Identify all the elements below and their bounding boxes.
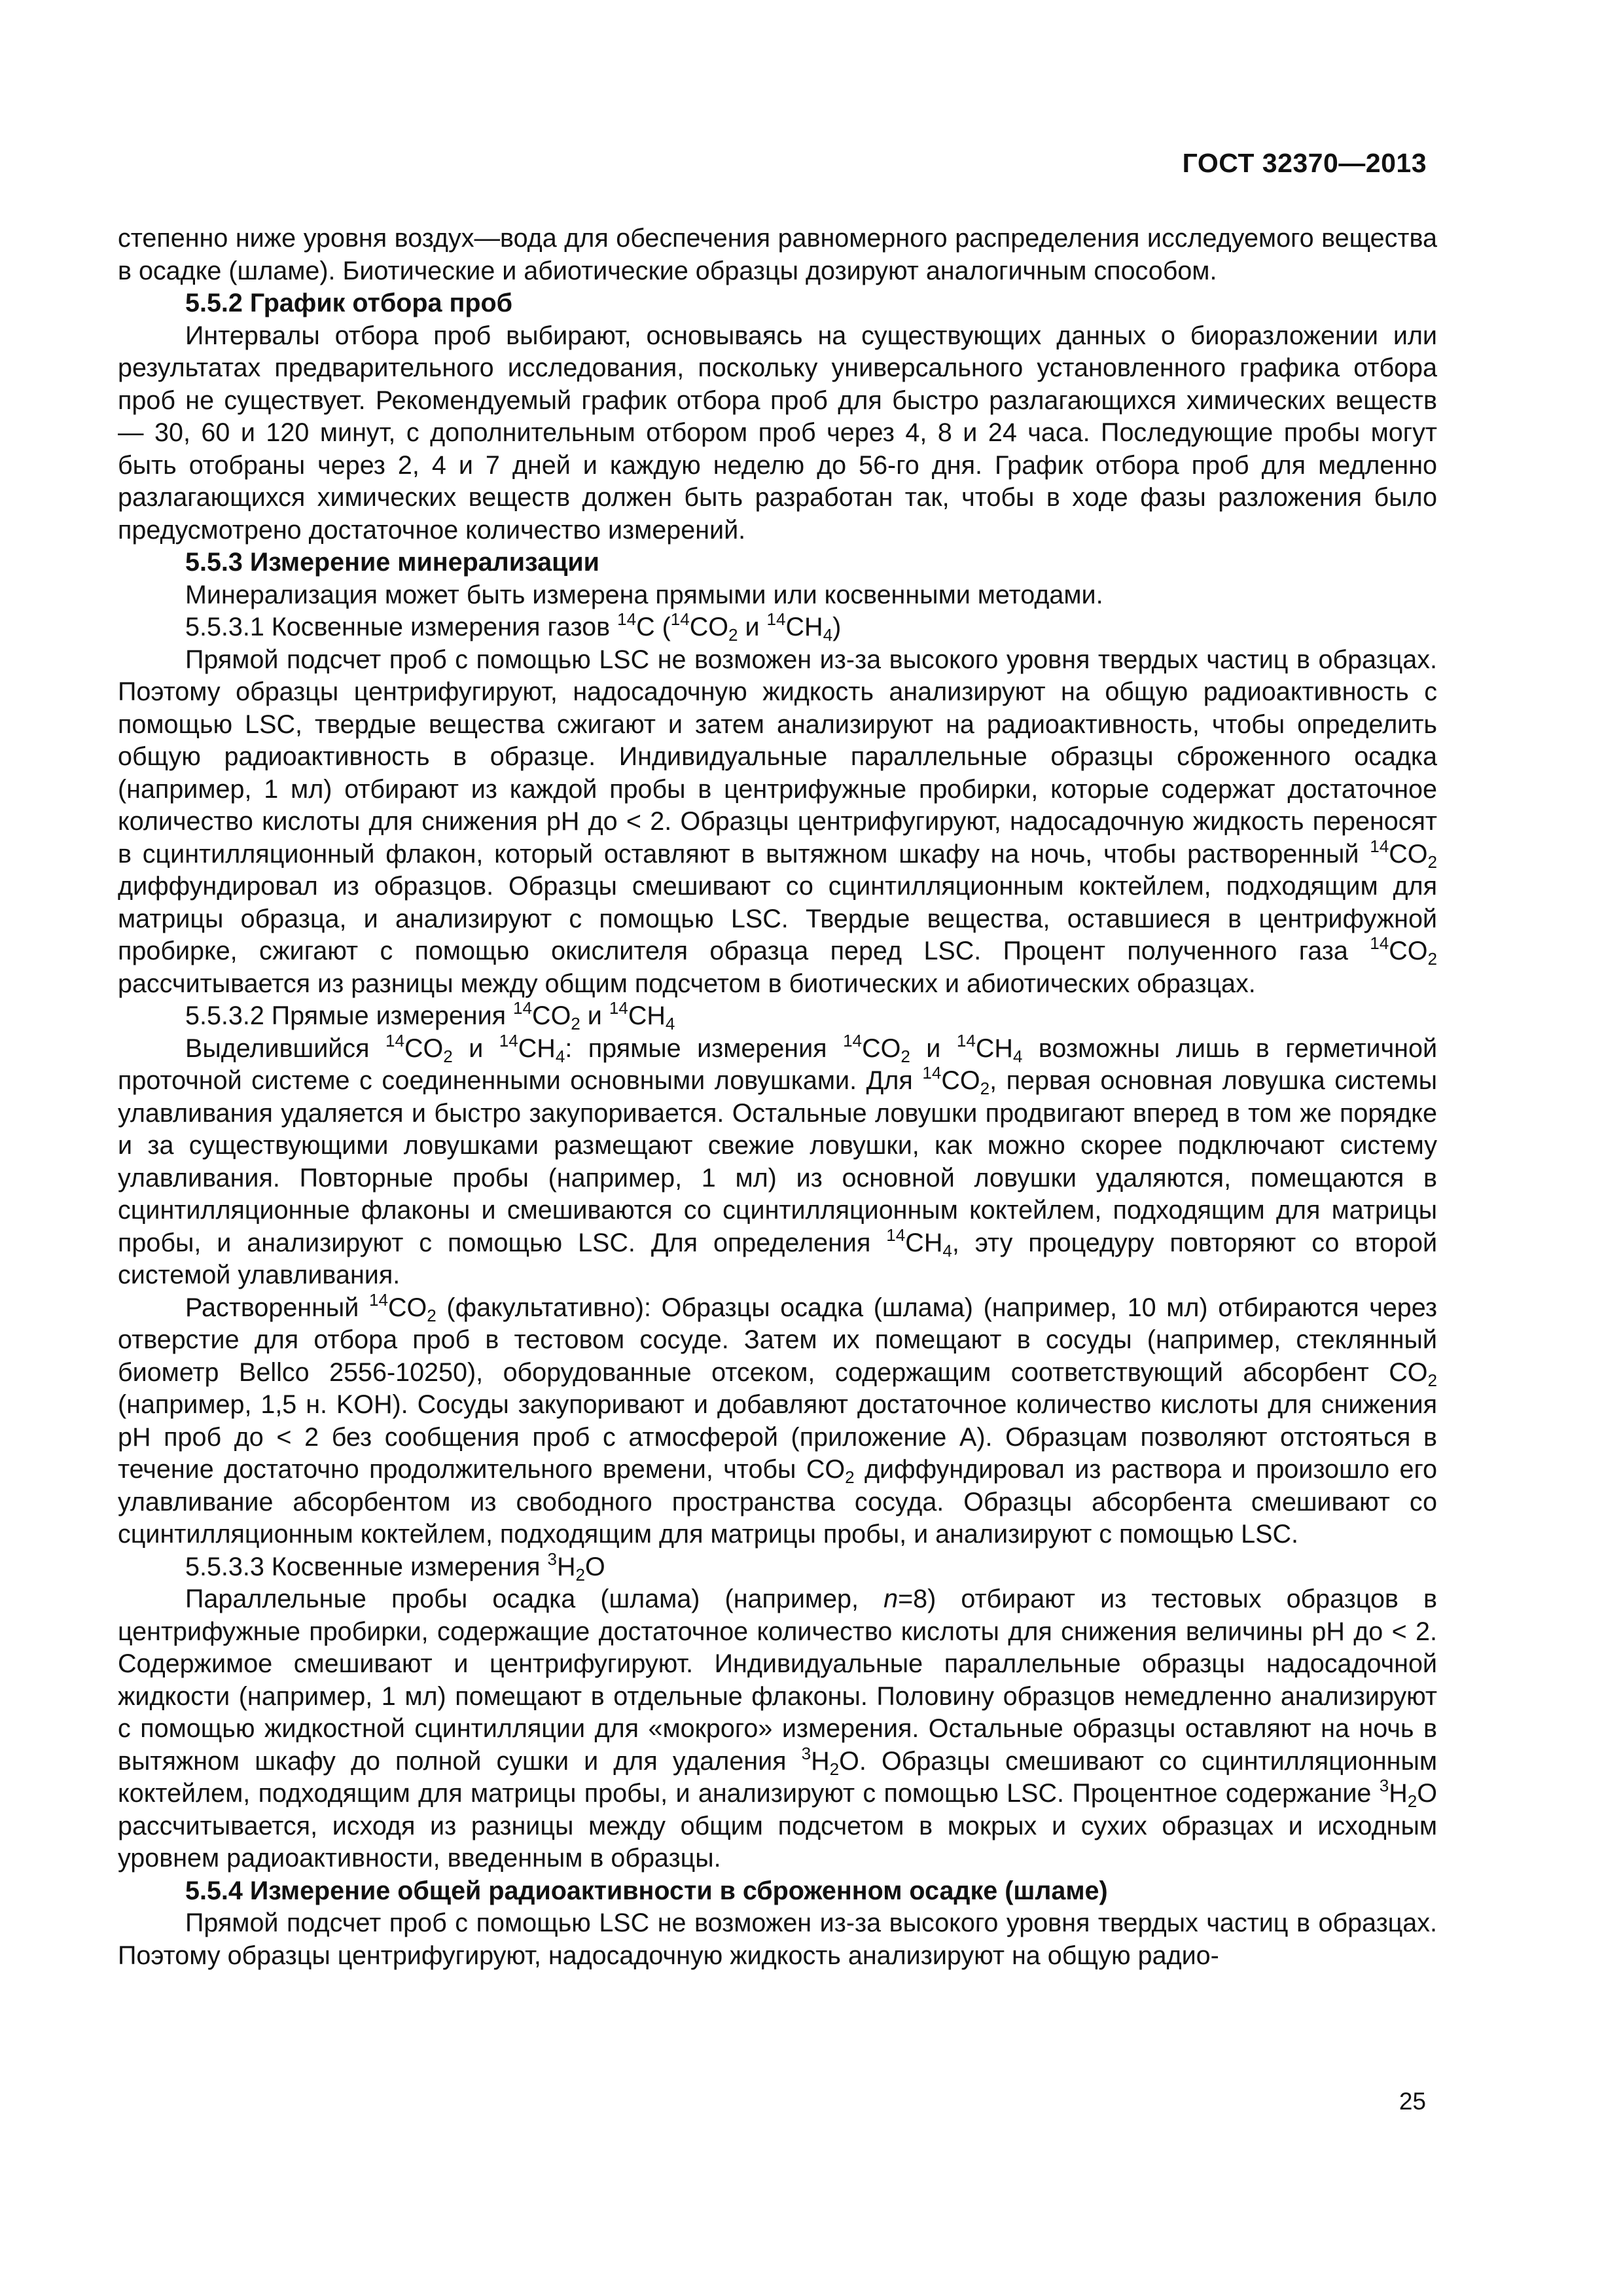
subscript: 4 [555, 1046, 565, 1066]
text-run: 5.5.3.1 Косвенные измерения газов [185, 613, 618, 641]
text-run: CO [689, 613, 729, 641]
subscript: 2 [1427, 852, 1437, 872]
superscript: 14 [609, 997, 628, 1018]
superscript: 3 [801, 1743, 812, 1763]
text-run: ) [832, 613, 842, 641]
superscript: 14 [843, 1030, 863, 1050]
text-run: O рассчитывается, исходя из разницы между общим подсчетом в мокрых и сухих образцах и исходным уровнем радиоактивности, введенным в образцы. [118, 1779, 1437, 1873]
text-run: CO [941, 1066, 980, 1095]
paragraph [118, 997, 1437, 1033]
text-run: C ( [636, 613, 671, 641]
subscript: 2 [980, 1078, 990, 1098]
superscript: 14 [499, 1030, 518, 1050]
text-run: =8) отбирают из тестовых образцов в центрифужные пробирки, содержащие достаточное количество кислоты для снижения величины рН до < 2. Содержимое смешивают и центрифугируют. Индивидуальные параллельные образцы надосадочной жидкости (например, 1 мл) помещают в отдельные флаконы. Половину образцов немедленно анализируют с помощью жидкостной сцинтилляции для «мокрого» измерения. Остальные образцы оставляют на ночь в вытяжном шкафу до полной сушки и для удаления [118, 1585, 1437, 1776]
text-run: CO [1389, 937, 1428, 965]
text-run: диффундировал из образцов. Образцы смешивают со сцинтилляционным коктейлем, подходящим для матрицы образца, и анализируют с помощью LSC. Твердые вещества, оставшиеся в центрифужной пробирке, сжигают с помощью окислителя образца перед LSC. Процент полученного газа [118, 872, 1437, 965]
subscript: 2 [829, 1759, 840, 1779]
superscript: 3 [547, 1549, 557, 1569]
text-run: CH [628, 1001, 666, 1030]
text-run: CO [404, 1033, 444, 1063]
subscript: 2 [845, 1467, 855, 1487]
subscript: 2 [728, 624, 738, 645]
superscript: 14 [670, 609, 690, 629]
superscript: 14 [385, 1030, 404, 1050]
subscript: 4 [942, 1240, 952, 1261]
paragraph [118, 223, 1437, 287]
text-run: CH [518, 1033, 556, 1063]
text-run: , эту процедуру повторяют со второй системой улавливания. [118, 1228, 1438, 1289]
subscript: 2 [1407, 1791, 1418, 1811]
text-run: Параллельные пробы осадка (шлама) (например, [185, 1585, 884, 1613]
paragraph [118, 579, 1437, 612]
text-run: 5.5.4 Измерение общей радиоактивности в сброженном осадке (шламе) [185, 1876, 1108, 1905]
paragraph [118, 611, 1437, 644]
text-run: рассчитывается из разницы между общим подсчетом в биотических и абиотических образцах. [118, 969, 1256, 998]
superscript: 14 [766, 609, 786, 629]
text-run: : прямые измерения [565, 1033, 844, 1063]
text-run: и [910, 1033, 957, 1063]
text-run: Выделившийся [185, 1033, 385, 1063]
superscript: 14 [886, 1225, 906, 1245]
subscript: 4 [823, 624, 833, 645]
text-run: O. Образцы смешивают со сцинтилляционным коктейлем, подходящим для матрицы пробы, и анализируют с помощью LSC. Процентное содержание [118, 1746, 1437, 1808]
subscript: 2 [575, 1564, 585, 1585]
superscript: 14 [369, 1289, 389, 1310]
text-run: диффундировал из раствора и произошло его улавливание абсорбентом из свободного пространства сосуда. Образцы абсорбента смешивают со сцинтилляционным коктейлем, подходящим для матрицы пробы, и анализируют с помощью LSC. [118, 1455, 1437, 1549]
italic-text: n [883, 1585, 899, 1613]
subscript: 2 [571, 1013, 580, 1033]
paragraph [118, 1289, 1437, 1551]
subscript: 4 [665, 1013, 675, 1033]
text-run: H [556, 1552, 576, 1581]
text-run: степенно ниже уровня воздух—вода для обеспечения равномерного распределения исследуемого вещества в осадке (шламе). Биотические и абиотические образцы дозируют аналогичным способом. [118, 224, 1437, 285]
section-heading [118, 1875, 1437, 1908]
superscript: 14 [617, 609, 637, 629]
subscript: 2 [427, 1305, 437, 1325]
text-run: (факультативно): Образцы осадка (шлама) (например, 10 мл) отбираются через отверстие для отбора проб в тестовом сосуде. Затем их помещают в сосуды (например, стеклянный биометр Bellco 2556-10250), оборудованные отсеком, содержащим соответствующий абсорбент CO [118, 1293, 1437, 1387]
text-run: (например, 1,5 н. KOH). Сосуды закупоривают и добавляют достаточное количество кислоты для снижения рН проб до < 2 без сообщения проб с атмосферой (приложение А). Образцам позволяют отстояться в течение достаточно продолжительного времени, чтобы CO [118, 1390, 1437, 1484]
subscript: 2 [901, 1046, 910, 1066]
text-run: Растворенный [185, 1293, 370, 1322]
subscript: 2 [1427, 1370, 1437, 1390]
superscript: 14 [513, 997, 533, 1018]
text-run: CO [388, 1293, 427, 1322]
text-run: H [1389, 1779, 1408, 1808]
text-run: Минерализация может быть измерена прямыми или косвенными методами. [185, 580, 1103, 609]
page-header-standard-number: ГОСТ 32370—2013 [1182, 148, 1427, 178]
text-run: Прямой подсчет проб с помощью LSC не возможен из-за высокого уровня твердых частиц в образцах. Поэтому образцы центрифугируют, надосадочную жидкость анализируют на общую радиоактивность с помощью LSC, твердые вещества сжигают и затем анализируют на радиоактивность, чтобы определить общую радиоактивность в образце. Индивидуальные параллельные образцы сброженного осадка (например, 1 мл) отбирают из каждой пробы в центрифужные пробирки, которые содержат достаточное количество кислоты для снижения рН до < 2. Образцы центрифугируют, надосадочную жидкость переносят в сцинтилляционный флакон, который оставляют в вытяжном шкафу на ночь, чтобы растворенный [118, 645, 1437, 869]
superscript: 3 [1379, 1775, 1389, 1795]
text-run: CO [862, 1033, 901, 1063]
text-run: 5.5.2 График отбора проб [185, 289, 512, 317]
superscript: 14 [1370, 836, 1389, 856]
document-body [118, 223, 1437, 1972]
text-run: CH [785, 613, 823, 641]
paragraph [118, 320, 1437, 547]
paragraph [118, 1907, 1437, 1972]
text-run: и [738, 613, 767, 641]
section-heading [118, 287, 1437, 320]
subscript: 2 [1427, 948, 1437, 969]
text-run: H [811, 1746, 830, 1776]
text-run: 5.5.3.2 Прямые измерения [185, 1001, 514, 1030]
text-run: CO [1389, 839, 1428, 869]
page-number: 25 [1399, 2088, 1426, 2115]
superscript: 14 [922, 1062, 942, 1083]
subscript: 4 [1012, 1046, 1023, 1066]
subscript: 2 [443, 1046, 453, 1066]
superscript: 14 [1370, 933, 1389, 953]
text-run: , первая основная ловушка системы улавливания удаляется и быстро закупоривается. Остальные ловушки продвигают вперед в том же порядке и за существующими ловушками размещают свежие ловушки, как можно скорее подключают систему улавливания. Повторные пробы (например, 1 мл) из основной ловушки удаляются, помещаются в сцинтилляционные флаконы и смешиваются со сцинтилляционным коктейлем, подходящим для матрицы пробы, и анализируют с помощью LSC. Для определения [118, 1066, 1437, 1257]
text-run: CH [905, 1228, 943, 1257]
section-heading [118, 547, 1437, 579]
paragraph [118, 1030, 1438, 1292]
paragraph [118, 644, 1437, 1001]
text-run: и [580, 1001, 609, 1030]
text-run: O [584, 1552, 605, 1581]
text-run: и [452, 1033, 499, 1063]
text-run: возможны лишь в герметичной проточной системе с соединенными основными ловушками. Для [118, 1033, 1438, 1095]
text-run: 5.5.3.3 Косвенные измерения [185, 1552, 548, 1581]
paragraph [118, 1583, 1437, 1875]
text-run: CH [975, 1033, 1013, 1063]
superscript: 14 [956, 1030, 976, 1050]
text-run: Прямой подсчет проб с помощью LSC не возможен из-за высокого уровня твердых частиц в образцах. Поэтому образцы центрифугируют, надосадочную жидкость анализируют на общую радио- [118, 1909, 1437, 1970]
text-run: 5.5.3 Измерение минерализации [185, 548, 599, 577]
text-run: Интервалы отбора проб выбирают, основываясь на существующих данных о биоразложении или результатах предварительного исследования, поскольку универсального установленного графика отбора проб не существует. Рекомендуемый график отбора проб для быстро разлагающихся химических веществ — 30, 60 и 120 минут, с дополнительным отбором проб через 4, 8 и 24 часа. Последующие пробы могут быть отобраны через 2, 4 и 7 дней и каждую неделю до 56-го дня. График отбора проб для медленно разлагающихся химических веществ должен быть разработан так, чтобы в ходе фазы разложения было предусмотрено достаточное количество измерений. [118, 321, 1437, 545]
paragraph [118, 1551, 1437, 1584]
text-run: CO [532, 1001, 571, 1030]
